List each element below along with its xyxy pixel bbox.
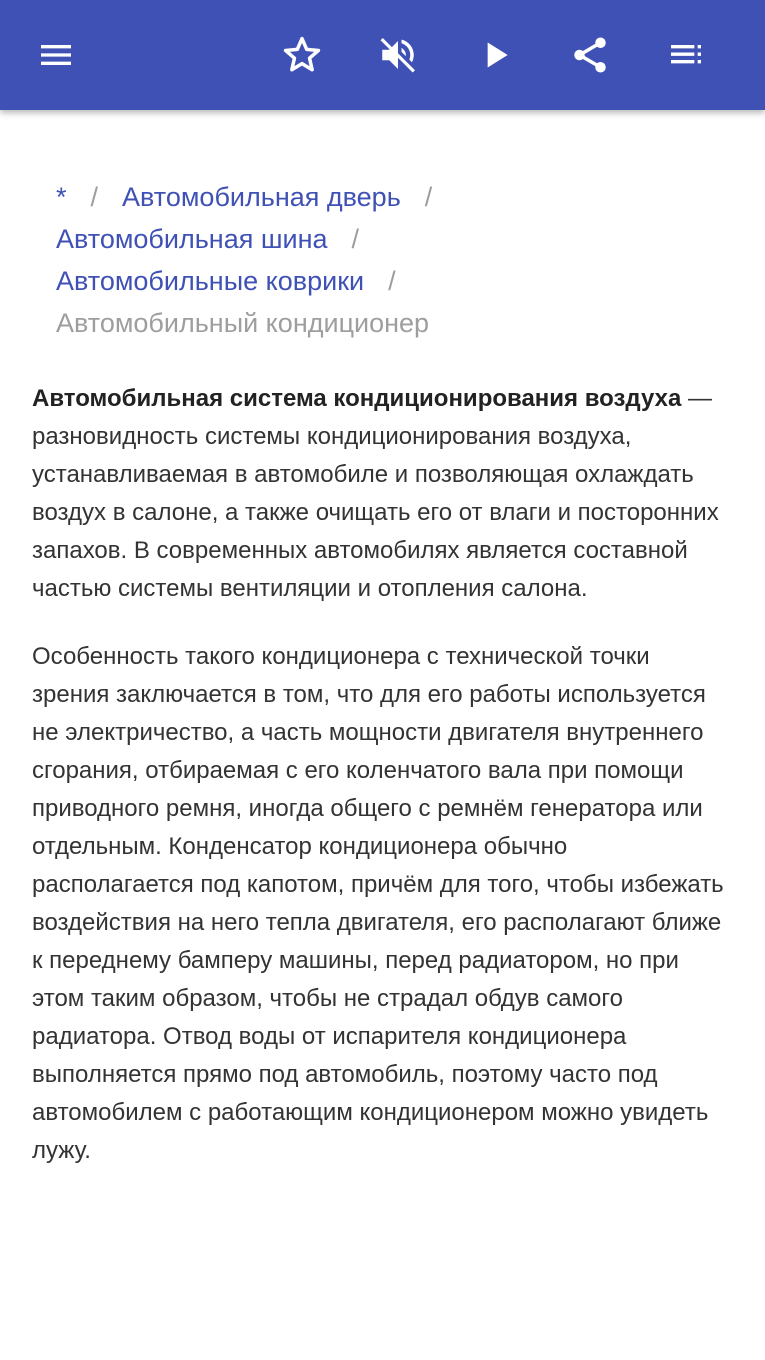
breadcrumb-row (56, 218, 726, 260)
article-paragraph-details: Особенность такого кондиционера с технической точки зрения заключается в том, что для его работы используется не электричество, а часть мощности двигателя внутреннего сгорания, отбираемая с его коленчатого вала при помощи приводного ремня, иногда общего с ремнём генератора или отдельным. Конденсатор кондиционера обычно располагается под капотом, причём для того, чтобы избежать воздействия на него тепла двигателя, его располагают ближе к переднему бамперу машины, перед радиатором, но при этом таким образом, чтобы не страдал обдув самого радиатора. Отвод воды от испарителя кондиционера выполняется прямо под автомобиль, поэтому часто под автомобилем с работающим кондиционером можно увидеть лужу. (32, 643, 724, 1164)
star-icon (281, 34, 323, 76)
table-of-contents-button[interactable] (658, 27, 714, 83)
play-button[interactable] (468, 27, 524, 83)
breadcrumb-link-car-door[interactable]: Автомобильная дверь (122, 182, 401, 212)
article-term: Автомобильная система кондиционирования воздуха (32, 385, 682, 412)
breadcrumb-root-link[interactable]: * (56, 182, 67, 212)
breadcrumb-separator: / (351, 224, 360, 254)
breadcrumb-separator: / (388, 266, 396, 296)
menu-button[interactable] (28, 27, 84, 83)
share-icon (569, 34, 611, 76)
breadcrumb-separator: / (424, 182, 433, 212)
breadcrumb-link-car-mats[interactable]: Автомобильные коврики (56, 266, 365, 296)
favorite-button[interactable] (274, 27, 330, 83)
volume-off-icon (377, 34, 419, 76)
breadcrumb-link-car-tire[interactable]: Автомобильная шина (56, 224, 328, 254)
toc-list-icon (666, 35, 706, 75)
breadcrumb-row (56, 260, 726, 302)
menu-icon (36, 35, 76, 75)
breadcrumb-separator: / (90, 182, 99, 212)
mute-button[interactable] (370, 27, 426, 83)
top-app-bar (0, 0, 765, 110)
breadcrumb-row (56, 176, 726, 218)
breadcrumb (56, 176, 726, 344)
article-body (32, 380, 732, 1200)
share-button[interactable] (562, 27, 618, 83)
breadcrumb-row (56, 302, 726, 344)
breadcrumb-current-page: Автомобильный кондиционер (56, 308, 430, 338)
article-paragraph-intro (32, 380, 732, 608)
play-icon (476, 35, 516, 75)
article-definition: — разновидность системы кондиционирования воздуха, устанавливаемая в автомобиле и позволяющая охлаждать воздух в салоне, а также очищать его от влаги и посторонних запахов. В современных автомобилях является составной частью системы вентиляции и отопления салона. (32, 385, 719, 602)
